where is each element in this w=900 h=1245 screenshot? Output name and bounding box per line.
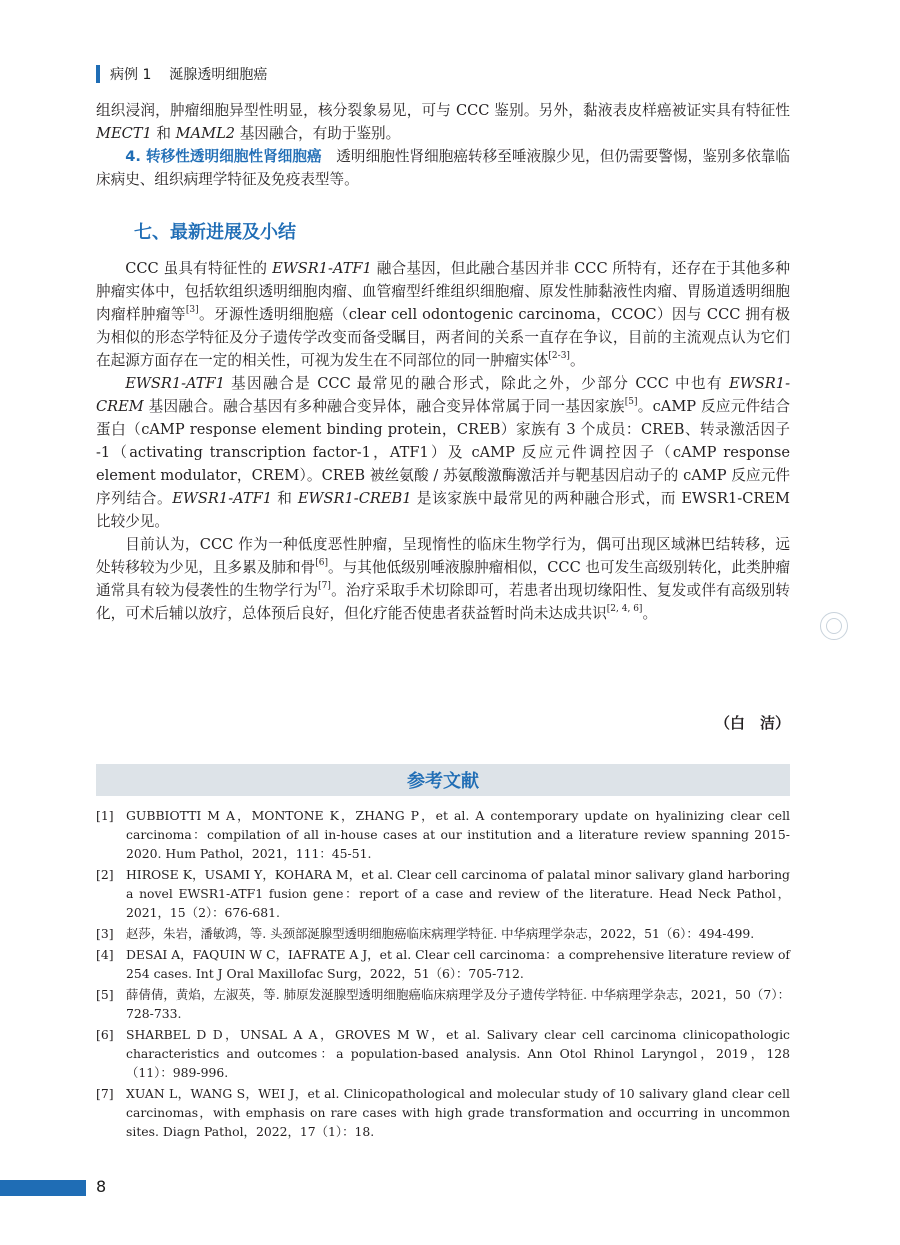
text-run: 透明细胞性肾细胞癌转移至唾液腺少见，但仍需要警惕，鉴别多依靠临床病史、组织病理学特征及免疫表型等。 [96,148,790,188]
gene-name: EWSR1-ATF1 [172,490,273,507]
text-run: 和 [272,490,298,507]
gene-name: EWSR1-ATF1 [272,260,372,277]
section-heading: 七、最新进展及小结 [134,222,296,243]
citation: [7] [318,581,331,591]
reference-text: 薛倩倩，黄焰，左淑英，等. 肺原发涎腺型透明细胞癌临床病理学及分子遗传学特征. 中华病理学杂志，2021，50（7）：728-733. [126,987,790,1021]
footer-accent-bar [0,1180,86,1196]
reference-item [96,945,790,983]
text-run: 。治疗采取手术切除即可，若患者出现切缘阳性、复发或伴有高级别转化，可术后辅以放疗，总体预后良好，但化疗能否使患者获益暂时尚未达成共识 [96,582,790,622]
reference-item [96,806,790,863]
citation: [5] [624,397,638,407]
gene-name: EWSR1-ATF1 [125,375,225,392]
paragraph-prognosis [96,533,790,625]
subsection-heading: 4. 转移性透明细胞性肾细胞癌 [125,148,322,165]
text-run: 基因融合，有助于鉴别。 [235,125,401,142]
reference-number: [5] [96,987,114,1002]
text-run: 和 [151,125,176,142]
page-number: 8 [96,1177,107,1196]
header-accent-bar [96,65,100,83]
reference-text: DESAI A，FAQUIN W C，IAFRATE A J，et al. Clear cell carcinoma：a comprehensive literature review of 254 cases. Int J Oral Maxillofac Surg，2022，51（6）：705-712. [126,947,790,981]
text-run: 是该家族中最常见的两种融合形式，而 EWSR1-CREM 比较少见。 [96,490,790,530]
text-run: 融合基因，但此融合基因并非 CCC 所特有，还存在于其他多种肿瘤实体中，包括软组织透明细胞肉瘤、血管瘤型纤维组织细胞瘤、原发性肺黏液性肉瘤、胃肠道透明细胞肉瘤样肿瘤等 [96,260,790,323]
side-watermark-icon [820,612,848,640]
reference-item [96,865,790,922]
reference-number: [2] [96,867,114,882]
citation: [2, 4, 6] [606,604,643,614]
references-title: 参考文献 [407,771,479,792]
metastatic-rcc-paragraph [96,145,790,191]
reference-item [96,1025,790,1082]
reference-text: 赵莎，朱岩，潘敏鸿，等. 头颈部涎腺型透明细胞癌临床病理学特征. 中华病理学杂志，2022，51（6）：494-499. [126,926,755,941]
header-title: 涎腺透明细胞癌 [169,67,268,83]
reference-number: [4] [96,947,114,962]
gene-name: MECT1 [96,125,152,142]
citation: [2-3] [548,351,570,361]
reference-item [96,1084,790,1141]
paragraph-fusion-genes [96,257,790,372]
reference-text: HIROSE K，USAMI Y，KOHARA M，et al. Clear cell carcinoma of palatal minor salivary gland harboring a novel EWSR1-ATF1 fusion gene：report of a case and review of the literature. Head Neck Pathol，2021，15（2）：676-681. [126,867,790,920]
text-run: 基因融合。融合基因有多种融合变异体，融合变异体常属于同一基因家族 [143,398,625,415]
text-run: 目前认为，CCC 作为一种低度恶性肿瘤，呈现惰性的临床生物学行为，偶可出现区域淋巴结转移，远处转移较为少见，且多累及肺和骨 [96,536,790,576]
reference-number: [1] [96,808,114,823]
author-signature: （白 洁） [714,714,790,732]
reference-text: GUBBIOTTI M A，MONTONE K，ZHANG P，et al. A contemporary update on hyalinizing clear cell carcinoma：compilation of all in-house cases at our institution and a literature review spanning 2015-2020. Hum Pathol，2021，111：45-51. [126,808,790,861]
references-banner [96,764,790,796]
reference-text: XUAN L，WANG S，WEI J，et al. Clinicopathological and molecular study of 10 salivary gland clear cell carcinomas，with emphasis on rare cases with high grade transformation and occurring in uncommon sites. Diagn Pathol，2022，17（1）：18. [126,1086,790,1139]
continuation-paragraph [96,99,790,145]
reference-text: SHARBEL D D，UNSAL A A，GROVES M W，et al. Salivary clear cell carcinoma clinicopathologic characteristics and outcomes：a population-based analysis. Ann Otol Rhinol Laryngol，2019，128（11）：989-996. [126,1027,790,1080]
running-header [96,63,267,85]
continuation-block [96,99,790,191]
gene-name: MAML2 [175,125,236,142]
gene-name: EWSR1-CREM [96,375,790,415]
reference-item [96,985,790,1023]
header-case-label: 病例 1 [110,67,152,83]
paragraph-creb-family [96,372,790,533]
citation: [3] [185,305,199,315]
reference-number: [3] [96,926,114,941]
text-run: 。与其他低级别唾液腺肿瘤相似，CCC 也可发生高级别转化，此类肿瘤通常具有较为侵袭性的生物学行为 [96,559,790,599]
reference-number: [6] [96,1027,114,1042]
text-run: 组织浸润，肿瘤细胞异型性明显，核分裂象易见，可与 CCC 鉴别。另外，黏液表皮样癌被证实具有特征性 [96,102,790,119]
text-run: CCC 虽具有特征性的 [125,260,273,277]
reference-number: [7] [96,1086,114,1101]
text-run: 。 [642,605,658,622]
gene-name: EWSR1-CREB1 [297,490,412,507]
section-body [96,257,790,625]
citation: [6] [315,558,328,568]
reference-list [96,806,790,1143]
text-run: 。cAMP 反应元件结合蛋白（cAMP response element binding protein，CREB）家族有 3 个成员：CREB、转录激活因子 -1（activating transcription factor-1，ATF1）及 cAMP 反应元件调控因子（cAMP response element modulator，CREM）。CREB 被丝氨酸 / 苏氨酸激酶激活并与靶基因启动子的 cAMP 反应元件序列结合。 [96,398,790,507]
text-run: 。 [569,352,585,369]
reference-item [96,924,790,943]
text-run: 基因融合是 CCC 最常见的融合形式，除此之外，少部分 CCC 中也有 [224,375,730,392]
text-run: 。牙源性透明细胞癌（clear cell odontogenic carcinoma，CCOC）因与 CCC 拥有极为相似的形态学特征及分子遗传学改变而备受瞩目，两者间的关系一直存在争议，目前的主流观点认为它们在起源方面存在一定的相关性，可视为发生在不同部位的同一肿瘤实体 [96,306,790,369]
